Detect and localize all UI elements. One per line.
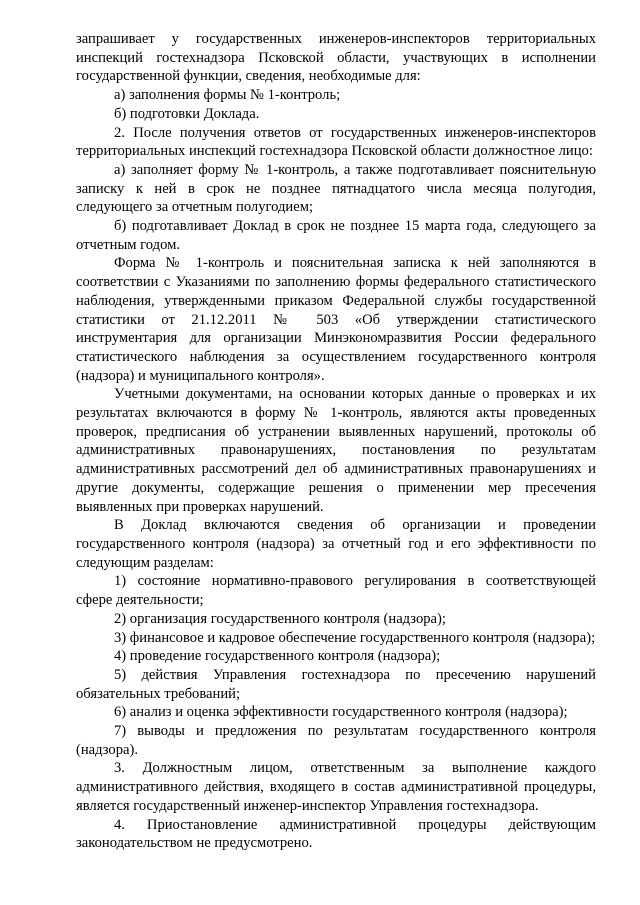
section-item-2: 2) организация государственного контроля (надзора);	[114, 610, 446, 627]
paragraph-item-2: 2. После получения ответов от государственных инженеров-инспекторов территориальных инспекций гостехнадзора Псковской области должностное лицо:	[76, 124, 596, 160]
list-item-a-fills-form: а) заполняет форму № 1-контроль, а также подготавливает пояснительную записку к ней в срок не позднее пятнадцатого числа месяца полугодия, следующего за отчетным полугодием;	[76, 161, 596, 216]
paragraph-form-instructions: Форма № 1-контроль и пояснительная записка к ней заполняются в соответствии с Указаниями по заполнению формы федерального статистического наблюдения, утвержденными приказом Федеральной службы государственной статистики от 21.12.2011 № 503 «Об утверждении статистического инструментария для организации Минэкономразвития России федерального статистического наблюдения за осуществлением государственного контроля (надзора) и муниципального контроля».	[76, 255, 596, 384]
paragraph-accounting-documents: Учетными документами, на основании которых данные о проверках и их результатах включаются в форму № 1-контроль, являются акты проведенных проверок, предписания об устранении выявленных нарушений, протоколы об административных правонарушениях, постановления по результатам административных рассмотрений дел об административных правонарушениях и другие документы, содержащие решения о применении мер пресечения выявленных при проверках нарушений.	[76, 386, 596, 515]
paragraph-item-3-responsible: 3. Должностным лицом, ответственным за выполнение каждого административного действия, входящего в состав административной процедуры, является государственный инженер-инспектор Управления гостехнадзора.	[76, 760, 596, 814]
section-item-6: 6) анализ и оценка эффективности государственного контроля (надзора);	[114, 704, 568, 721]
paragraph-item-4-suspension: 4. Приостановление административной процедуры действующим законодательством не предусмотрено.	[76, 816, 596, 852]
list-item-a-fill-form: а) заполнения формы № 1-контроль;	[114, 87, 341, 104]
paragraph-report-contents: В Доклад включаются сведения об организации и проведении государственного контроля (надзора) за отчетный год и его эффективности по следующим разделам:	[76, 517, 596, 571]
section-item-4: 4) проведение государственного контроля (надзора);	[114, 648, 441, 665]
document-page	[76, 30, 596, 853]
section-item-1: 1) состояние нормативно-правового регулирования в соответствующей сфере деятельности;	[76, 573, 596, 609]
paragraph-request-intro: запрашивает у государственных инженеров-инспекторов территориальных инспекций гостехнадзора Псковской области, участвующих в исполнении государственной функции, сведения, необходимые для:	[76, 31, 596, 85]
section-item-3: 3) финансовое и кадровое обеспечение государственного контроля (надзора);	[114, 629, 596, 646]
list-item-b-prepares-report: б) подготавливает Доклад в срок не позднее 15 марта года, следующего за отчетным годом.	[76, 218, 596, 253]
section-item-5: 5) действия Управления гостехнадзора по пресечению нарушений обязательных требований;	[76, 666, 596, 702]
section-item-7: 7) выводы и предложения по результатам государственного контроля (надзора).	[76, 723, 596, 758]
list-item-b-prepare-report: б) подготовки Доклада.	[114, 105, 260, 122]
